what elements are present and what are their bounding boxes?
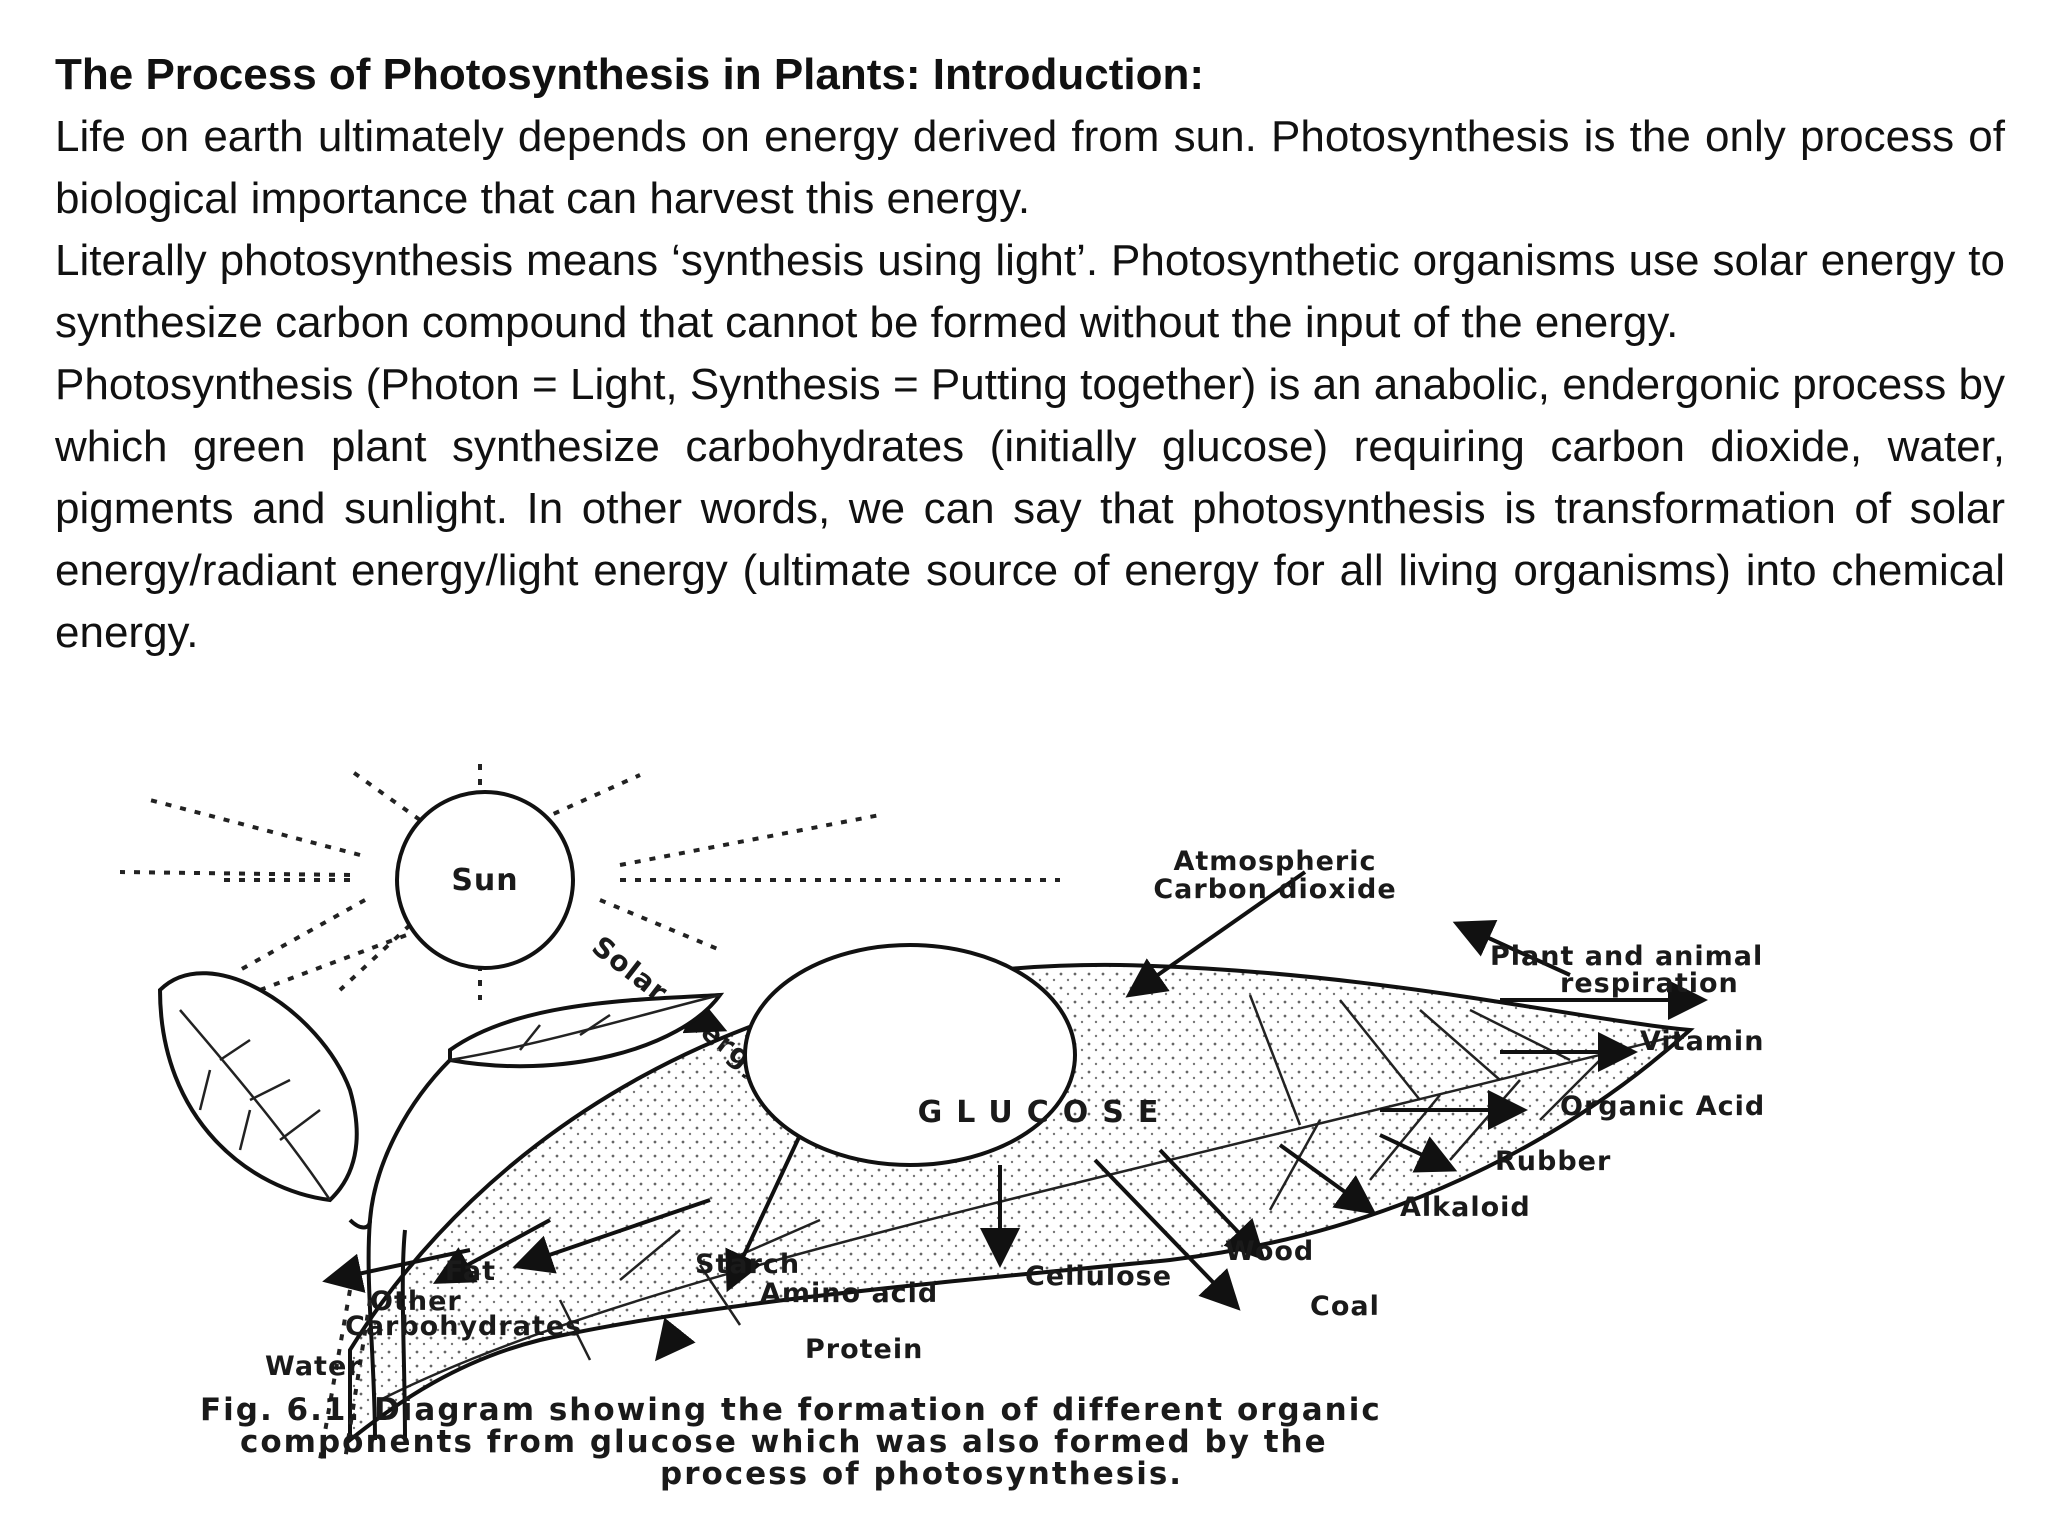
small-leaf-left xyxy=(160,973,357,1200)
amino-acid-label: Amino acid xyxy=(760,1278,939,1309)
coal-label: Coal xyxy=(1310,1291,1380,1322)
figure-caption-line-2: components from glucose which was also formed by the xyxy=(240,1424,1328,1460)
paragraph-1: Life on earth ultimately depends on energy derived from sun. Photosynthesis is the only process of biological importance that can harvest this energy. xyxy=(55,112,2005,223)
diagram-svg xyxy=(120,760,2000,1515)
respiration-label-1: Plant and animal xyxy=(1490,941,1764,972)
sun-label: Sun xyxy=(451,863,519,898)
solar-energy-label: Solar xyxy=(585,929,675,1009)
fat-label: Fat xyxy=(445,1256,496,1287)
paragraph-2: Literally photosynthesis means ‘synthesis using light’. Photosynthetic organisms use solar energy to synthesize carbon compound that cannot be formed without the input of the energy. xyxy=(55,236,2005,347)
cellulose-label: Cellulose xyxy=(1025,1261,1173,1292)
protein-label: Protein xyxy=(805,1334,924,1365)
co2-label-1: Atmospheric xyxy=(1173,846,1377,877)
water-label: Water xyxy=(265,1351,362,1382)
intro-text xyxy=(55,44,2005,664)
photosynthesis-diagram xyxy=(120,760,2000,1515)
rubber-label: Rubber xyxy=(1495,1146,1612,1177)
carbohydrates-label: Carbohydrates xyxy=(345,1311,583,1342)
figure-caption-line-1: Fig. 6.1. Diagram showing the formation of different organic xyxy=(200,1392,1382,1428)
co2-label-2: Carbon dioxide xyxy=(1153,874,1397,905)
paragraph-3: Photosynthesis (Photon = Light, Synthesis = Putting together) is an anabolic, endergonic process by which green plant synthesize carbohydrates (initially glucose) requiring carbon dioxide, water, pigments and sunlight. In other words, we can say that photosynthesis is transformation of solar energy/radiant energy/light energy (ultimate source of energy for all living organisms) into chemical energy. xyxy=(55,360,2005,657)
starch-label: Starch xyxy=(695,1249,801,1280)
glucose-circle xyxy=(745,945,1075,1165)
page-title: The Process of Photosynthesis in Plants: Introduction: xyxy=(55,50,1205,99)
wood-label: Wood xyxy=(1225,1236,1315,1267)
figure-caption-line-3: process of photosynthesis. xyxy=(660,1456,1184,1492)
glucose-label: GLUCOSE xyxy=(917,1095,1173,1130)
respiration-label-2: respiration xyxy=(1560,968,1739,999)
vitamin-label: Vitamin xyxy=(1640,1026,1765,1057)
alkaloid-label: Alkaloid xyxy=(1400,1192,1531,1223)
organic-acid-label: Organic Acid xyxy=(1560,1091,1766,1122)
other-label: Other xyxy=(370,1286,462,1317)
